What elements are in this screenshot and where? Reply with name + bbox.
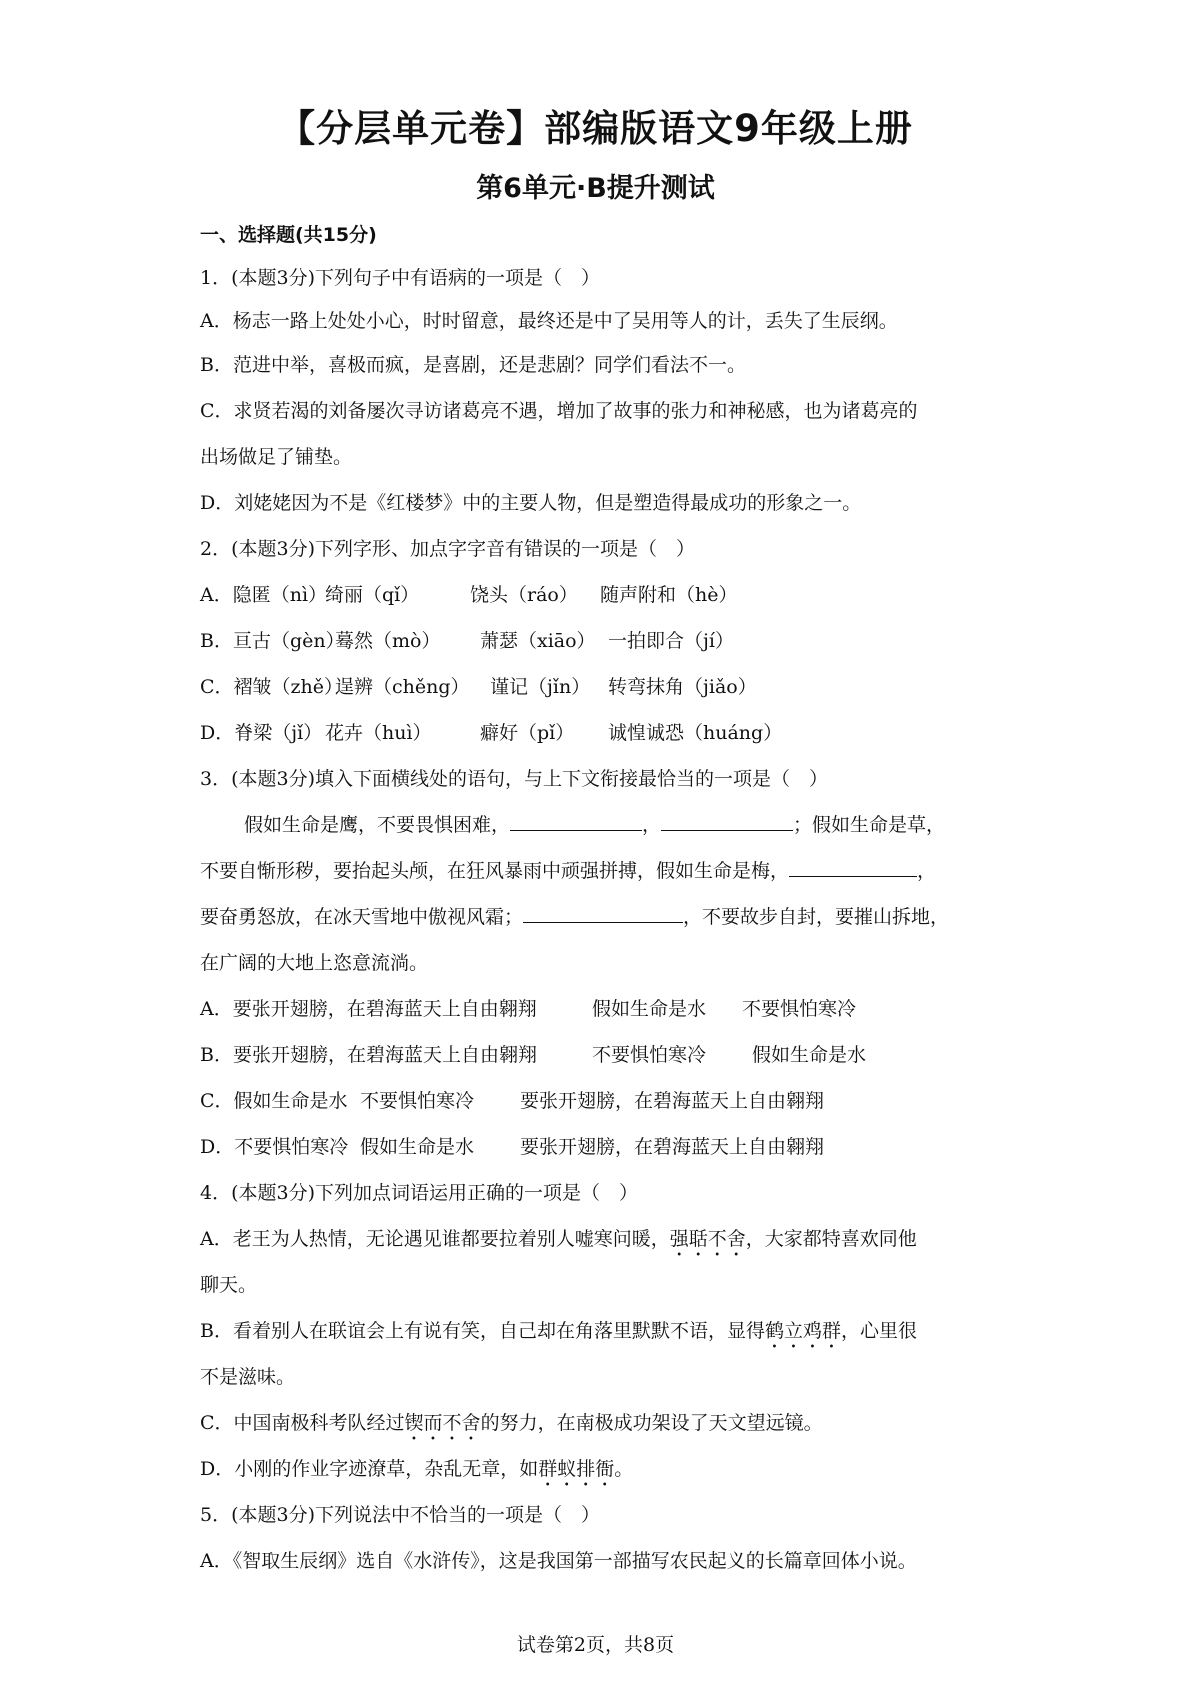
q3-text: ， [917,860,937,882]
q3-passage-line-1 [244,812,1000,838]
q2b-word-1: B．亘古（gèn） [200,630,345,652]
q2a-word-3: 饶头（ráo） [470,584,578,606]
page-footer: 试卷第2页，共8页 [516,1634,675,1656]
q2b-word-4: 一拍即合（jí） [608,630,734,652]
q1-option-c-cont: 出场做足了铺垫。 [200,446,353,468]
blank-2 [661,812,793,831]
question-3-stem: 3．(本题3分)填入下面横线处的语句，与上下文衔接最恰当的一项是（ ） [200,768,829,790]
question-4-stem: 4．(本题3分)下列加点词语运用正确的一项是（ ） [200,1182,639,1204]
q4-text: C．中国南极科考队经过 [200,1412,405,1434]
q3d-part-2: 假如生命是水 [360,1136,475,1158]
q4-option-a [200,1226,1000,1261]
q3-option-c [200,1088,1000,1114]
q4-text: A．老王为人热情，无论遇见谁都要拉着别人嘘寒问暖， [200,1228,670,1250]
blank-4 [523,904,683,923]
dotted-phrase: 鹤立鸡群 [764,1320,841,1342]
q3-text: ， [642,814,662,836]
q2a-word-2: 绮丽（qǐ） [325,584,420,606]
page-title: 【分层单元卷】部编版语文9年级上册 [278,107,913,150]
q2c-word-1: C．褶皱（zhě） [200,676,344,698]
q2b-word-2: 蓦然（mò） [335,630,441,652]
q1-option-d: D．刘姥姥因为不是《红楼梦》中的主要人物，但是塑造得最成功的形象之一。 [200,492,862,514]
q1-option-b: B．范进中举，喜极而疯，是喜剧，还是悲剧？同学们看法不一。 [200,354,746,376]
q4-option-c [200,1410,1000,1445]
q3a-part-1: A．要张开翅膀，在碧海蓝天上自由翱翔 [200,998,537,1020]
q4-text: ，心里很 [840,1320,917,1342]
q3b-part-1: B．要张开翅膀，在碧海蓝天上自由翱翔 [200,1044,537,1066]
q2d-word-1: D．脊梁（jǐ） [200,722,323,744]
q4-option-b-cont: 不是滋味。 [200,1366,296,1388]
q2-option-a [200,582,1000,608]
q2-option-b [200,628,1000,654]
q4-text: 的努力，在南极成功架设了天文望远镜。 [480,1412,823,1434]
blank-3 [789,858,917,877]
q2a-word-4: 随声附和（hè） [600,584,738,606]
q3-text: 要奋勇怒放，在冰天雪地中傲视风霜； [200,906,524,928]
q4-text: B．看着别人在联谊会上有说有笑，自己却在角落里默默不语，显得 [200,1320,765,1342]
q4-text: 。 [614,1458,634,1480]
q3a-part-2: 假如生命是水 [592,998,707,1020]
blank-1 [510,812,642,831]
q1-option-a: A．杨志一路上处处小心，时时留意，最终还是中了吴用等人的计，丢失了生辰纲。 [200,310,898,332]
q3c-part-2: 不要惧怕寒冷 [360,1090,475,1112]
question-2-stem: 2．(本题3分)下列字形、加点字字音有错误的一项是（ ） [200,538,696,560]
q3c-part-1: C．假如生命是水 [200,1090,348,1112]
section-heading: 一、选择题(共15分) [200,224,377,246]
q1-option-c: C．求贤若渴的刘备屡次寻访诸葛亮不遇，增加了故事的张力和神秘感，也为诸葛亮的 [200,400,918,422]
q3-option-d [200,1134,1000,1160]
q3c-part-3: 要张开翅膀，在碧海蓝天上自由翱翔 [520,1090,825,1112]
q3-text: 不要自惭形秽，要抬起头颅，在狂风暴雨中顽强拼搏，假如生命是梅， [200,860,790,882]
question-5-stem: 5．(本题3分)下列说法中不恰当的一项是（ ） [200,1504,601,1526]
q2c-word-4: 转弯抹角（jiǎo） [608,676,757,698]
q3-passage-line-4: 在广阔的大地上恣意流淌。 [200,952,429,974]
q3-text: 假如生命是鹰，不要畏惧困难， [244,814,511,836]
dotted-phrase: 锲而不舍 [404,1412,481,1434]
q4-option-b [200,1318,1000,1353]
q2-option-d [200,720,1000,746]
dotted-phrase: 群蚁排衙 [538,1458,615,1480]
q3-text: ，不要故步自封，要摧山拆地， [683,906,950,928]
q3b-part-2: 不要惧怕寒冷 [592,1044,707,1066]
q4-text: D．小刚的作业字迹潦草，杂乱无章，如 [200,1458,539,1480]
q4-option-a-cont: 聊天。 [200,1274,258,1296]
q3-passage-line-2 [200,858,1000,884]
q2c-word-2: 逞辨（chěng） [335,676,470,698]
q4-option-d [200,1456,1000,1491]
q3-option-b [200,1042,1000,1068]
q3d-part-3: 要张开翅膀，在碧海蓝天上自由翱翔 [520,1136,825,1158]
q2d-word-4: 诚惶诚恐（huáng） [608,722,783,744]
q3-passage-line-3 [200,904,1000,930]
q2-option-c [200,674,1000,700]
q3-option-a [200,996,1000,1022]
q2a-word-1: A．隐匿（nì） [200,584,328,606]
q3d-part-1: D．不要惧怕寒冷 [200,1136,349,1158]
q2c-word-3: 谨记（jǐn） [490,676,591,698]
q2d-word-2: 花卉（huì） [325,722,432,744]
dotted-phrase: 强聒不舍 [669,1228,746,1250]
q2b-word-3: 萧瑟（xiāo） [480,630,596,652]
question-1-stem: 1．(本题3分)下列句子中有语病的一项是（ ） [200,267,601,289]
page-subtitle: 第6单元·B提升测试 [476,173,715,204]
q2d-word-3: 癖好（pǐ） [480,722,575,744]
q5-option-a: A．《智取生辰纲》选自《水浒传》，这是我国第一部描写农民起义的长篇章回体小说。 [200,1550,917,1572]
q3a-part-3: 不要惧怕寒冷 [742,998,857,1020]
q4-text: ，大家都特喜欢同他 [745,1228,917,1250]
q3b-part-3: 假如生命是水 [752,1044,867,1066]
q3-text: ；假如生命是草， [793,814,946,836]
